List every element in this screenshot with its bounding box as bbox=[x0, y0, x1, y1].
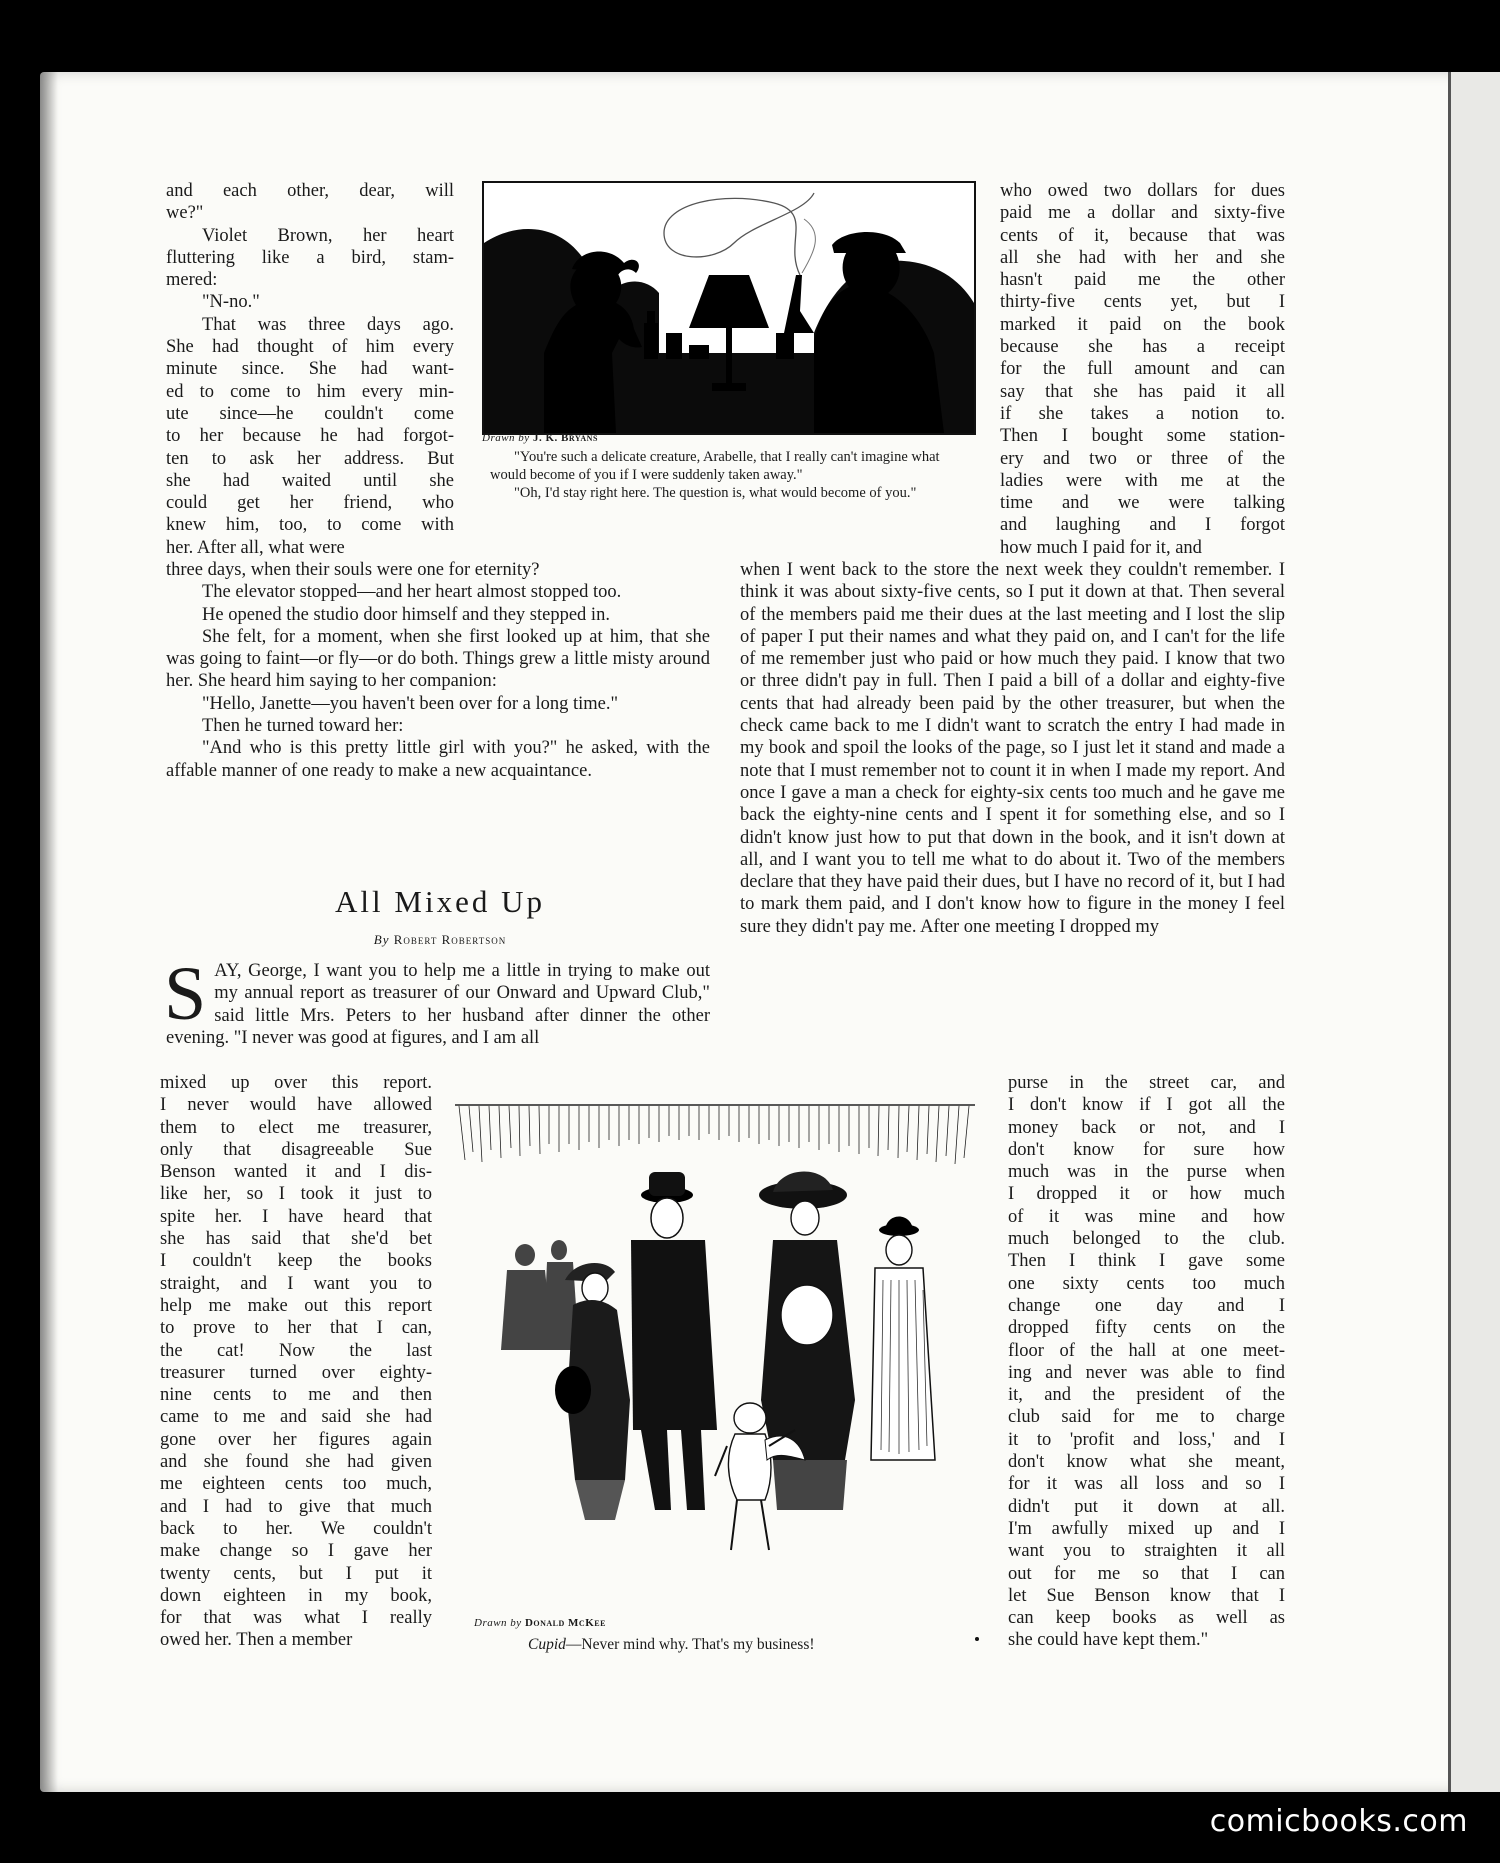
text-line: one sixty cents too much bbox=[1008, 1273, 1285, 1294]
text-line: ute since—he couldn't come bbox=[166, 403, 454, 424]
text-line: help me make out this report bbox=[160, 1295, 432, 1316]
text-line: marked it paid on the book bbox=[1000, 314, 1285, 335]
watermark-text: comicbooks.com bbox=[1209, 1804, 1468, 1839]
story2-byline bbox=[290, 932, 590, 948]
story2-continued-column-top bbox=[1000, 180, 1285, 559]
text-line: thirty-five cents yet, but I bbox=[1000, 292, 1285, 313]
text-line: it to 'profit and loss,' and I bbox=[1008, 1429, 1285, 1450]
text-line: back to her. We couldn't bbox=[160, 1518, 432, 1539]
text-line: don't know what she meant, bbox=[1008, 1452, 1285, 1473]
story2-middle-column bbox=[740, 559, 1285, 938]
credit-prefix: Drawn by bbox=[474, 1617, 522, 1629]
text-line: I don't know if I got all the bbox=[1008, 1095, 1285, 1116]
text-line: it, and the president of the bbox=[1008, 1385, 1285, 1406]
silhouette-illustration bbox=[482, 181, 976, 435]
text-line: and I had to give that much bbox=[160, 1496, 432, 1517]
author-name: Robert Robertson bbox=[393, 932, 507, 947]
middle-text: when I went back to the store the next week they couldn't remember. I think it was about sixty-five cents, so I put it down at that. Then several of the members paid me their dues at the last meeting and I lost the slip of paper I put their names and what they paid on, and I can't for the life of me remember just who paid or how much they paid. I know that two or three didn't pay in full. Then I paid a bill of a dollar and eighty-five cents that had already been paid by the other treasurer, but when the check came back to me I didn't want to scratch the entry I had made in my book and spoil the looks of the page, so I just let it stand and made a note that I must remember not to count it in when I made my report. And once I gave a man a check for eighty-six cents too much and he gave me back the eighty-nine cents and I spent it for something else, and so I didn't know just how to put that down in the book, and it isn't down at all, and I want you to tell me what to do about it. Two of the members declare that they have paid their dues, but I have no record of it, but I had to mark them paid, and I don't know how to figure in the money I feel sure they didn't pay me. After one meeting I dropped my bbox=[740, 560, 1285, 937]
story1-column-top bbox=[166, 180, 454, 559]
text-line: if she takes a notion to. bbox=[1000, 403, 1285, 424]
figure2-credit bbox=[474, 1617, 606, 1629]
text-line: didn't put it down at all. bbox=[1008, 1496, 1285, 1517]
text-line: change one day and I bbox=[1008, 1295, 1285, 1316]
text-line: because she has a receipt bbox=[1000, 337, 1285, 358]
text-line: much belonged to the club. bbox=[1008, 1229, 1285, 1250]
text-line: owed her. Then a member bbox=[160, 1630, 353, 1651]
story2-intro bbox=[164, 952, 710, 1049]
text-line: mered: bbox=[166, 270, 218, 291]
text-line: we?" bbox=[166, 203, 204, 224]
street-scene-drawing bbox=[455, 1100, 975, 1570]
text-line: and each other, dear, will bbox=[166, 181, 454, 201]
text-line: twenty cents, but I put it bbox=[160, 1563, 432, 1584]
binding-shadow bbox=[40, 72, 58, 1792]
caption-speaker: Cupid bbox=[528, 1636, 566, 1653]
text-line: knew him, too, to come with bbox=[166, 515, 454, 536]
text-line: don't know for sure how bbox=[1008, 1139, 1285, 1160]
text-line: for the full amount and can bbox=[1000, 359, 1285, 380]
text-line: ery and two or three of the bbox=[1000, 448, 1285, 469]
text-line: me eighteen cents too much, bbox=[160, 1474, 432, 1495]
facing-page-edge bbox=[1448, 72, 1500, 1792]
artist-name: J. K. Bryans bbox=[532, 432, 598, 444]
text-line: cents of it, because that was bbox=[1000, 225, 1285, 246]
text-line: how much I paid for it, and bbox=[1000, 537, 1202, 558]
figure1-credit bbox=[482, 432, 598, 444]
text-line: purse in the street car, and bbox=[1008, 1073, 1285, 1093]
story2-title: All Mixed Up bbox=[335, 884, 545, 919]
street-scene-illustration bbox=[455, 1100, 975, 1570]
byline-prefix: By bbox=[373, 932, 390, 947]
text-line: her. After all, what were bbox=[166, 537, 345, 558]
page-dot bbox=[975, 1637, 979, 1641]
story1-paragraph: three days, when their souls were one for eternity? bbox=[166, 560, 540, 580]
text-line: and laughing and I forgot bbox=[1000, 515, 1285, 536]
drop-cap: S bbox=[164, 952, 207, 1036]
story1-paragraph: She felt, for a moment, when she first looked up at him, that she was going to faint—or fly—or do both. Things grew a little misty around her. She heard him saying to her companion: bbox=[166, 626, 710, 692]
text-line: the cat! Now the last bbox=[160, 1340, 432, 1361]
caption-line-1: "You're such a delicate creature, Arabelle, that I really can't imagine what would become of you if I were suddenly taken away." bbox=[490, 449, 940, 483]
text-line: dropped fifty cents on the bbox=[1008, 1318, 1285, 1339]
text-line: ing and never was able to find bbox=[1008, 1362, 1285, 1383]
text-line: floor of the hall at one meet- bbox=[1008, 1340, 1285, 1361]
text-line: gone over her figures again bbox=[160, 1429, 432, 1450]
text-line: money back or not, and I bbox=[1008, 1117, 1285, 1138]
text-line: say that she has paid it all bbox=[1000, 381, 1285, 402]
figure2-caption bbox=[528, 1636, 948, 1654]
story2-left-column bbox=[160, 1072, 432, 1652]
text-line: like her, so I took it just to bbox=[160, 1184, 432, 1205]
text-line: treasurer turned over eighty- bbox=[160, 1362, 432, 1383]
text-line: came to me and said she had bbox=[160, 1407, 432, 1428]
caption-line-2: "Oh, I'd stay right here. The question is, what would become of you." bbox=[514, 485, 917, 501]
text-line: minute since. She had want- bbox=[166, 359, 454, 380]
story1-paragraph: Then he turned toward her: bbox=[202, 716, 404, 737]
text-line: much was in the purse when bbox=[1008, 1162, 1285, 1183]
artist-name: Donald McKee bbox=[524, 1617, 606, 1629]
story1-paragraph: The elevator stopped—and her heart almost stopped too. bbox=[202, 582, 622, 603]
text-line: mixed up over this report. bbox=[160, 1073, 432, 1093]
text-line: make change so I gave her bbox=[160, 1541, 432, 1562]
text-line: down eighteen in my book, bbox=[160, 1585, 432, 1606]
text-line: them to elect me treasurer, bbox=[160, 1117, 432, 1138]
story1-continuation bbox=[166, 559, 710, 782]
text-line: ladies were with me at the bbox=[1000, 470, 1285, 491]
text-line: only that disagreeable Sue bbox=[160, 1139, 432, 1160]
figure1-caption bbox=[490, 448, 955, 502]
text-line: I never would have allowed bbox=[160, 1095, 432, 1116]
story2-right-column bbox=[1008, 1072, 1285, 1652]
text-line: Then I bought some station- bbox=[1000, 426, 1285, 447]
credit-prefix: Drawn by bbox=[482, 432, 530, 444]
text-line: let Sue Benson know that I bbox=[1008, 1585, 1285, 1606]
text-line: Benson wanted it and I dis- bbox=[160, 1162, 432, 1183]
text-line: hasn't paid me the other bbox=[1000, 270, 1285, 291]
text-line: I dropped it or how much bbox=[1008, 1184, 1285, 1205]
text-line: can keep books as well as bbox=[1008, 1608, 1285, 1629]
text-line: and she found she had given bbox=[160, 1452, 432, 1473]
text-line: she has said that she'd bet bbox=[160, 1229, 432, 1250]
text-line: She had thought of him every bbox=[166, 337, 454, 358]
story1-paragraph: "Hello, Janette—you haven't been over for a long time." bbox=[202, 693, 619, 714]
text-line: to prove to her that I can, bbox=[160, 1318, 432, 1339]
text-line: she had waited until she bbox=[166, 470, 454, 491]
text-line: fluttering like a bird, stam- bbox=[166, 247, 454, 268]
text-line: for that was what I really bbox=[160, 1608, 432, 1629]
text-line: for it was all loss and so I bbox=[1008, 1474, 1285, 1495]
text-line: That was three days ago. bbox=[202, 314, 454, 335]
text-line: spite her. I have heard that bbox=[160, 1206, 432, 1227]
text-line: Then I think I gave some bbox=[1008, 1251, 1285, 1272]
text-line: "N-no." bbox=[202, 292, 260, 313]
text-line: Violet Brown, her heart bbox=[202, 225, 454, 246]
text-line: time and we were talking bbox=[1000, 493, 1285, 514]
text-line: of it was mine and how bbox=[1008, 1206, 1285, 1227]
text-line: who owed two dollars for dues bbox=[1000, 181, 1285, 201]
text-line: to her because he had forgot- bbox=[166, 426, 454, 447]
intro-text: AY, George, I want you to help me a little in trying to make out my annual report as treasurer of our Onward and Upward Club," said little Mrs. Peters to her husband after dinner the other evening. "I never was good at figures, and I am all bbox=[166, 961, 710, 1048]
silhouette-drawing bbox=[484, 183, 974, 433]
text-line: want you to straighten it all bbox=[1008, 1541, 1285, 1562]
caption-text: —Never mind why. That's my business! bbox=[565, 1636, 815, 1653]
text-line: could get her friend, who bbox=[166, 493, 454, 514]
story1-paragraph: "And who is this pretty little girl with you?" he asked, with the affable manner of one ready to make a new acquaintance. bbox=[166, 738, 710, 781]
story1-paragraph: He opened the studio door himself and they stepped in. bbox=[202, 604, 610, 625]
text-line: straight, and I want you to bbox=[160, 1273, 432, 1294]
text-line: ed to come to him every min- bbox=[166, 381, 454, 402]
text-line: out for me so that I can bbox=[1008, 1563, 1285, 1584]
text-line: ten to ask her address. But bbox=[166, 448, 454, 469]
text-line: all she had with her and she bbox=[1000, 247, 1285, 268]
text-line: nine cents to me and then bbox=[160, 1385, 432, 1406]
text-line: I'm awfully mixed up and I bbox=[1008, 1518, 1285, 1539]
text-line: she could have kept them." bbox=[1008, 1630, 1209, 1651]
text-line: I couldn't keep the books bbox=[160, 1251, 432, 1272]
text-line: club said for me to charge bbox=[1008, 1407, 1285, 1428]
text-line: paid me a dollar and sixty-five bbox=[1000, 203, 1285, 224]
